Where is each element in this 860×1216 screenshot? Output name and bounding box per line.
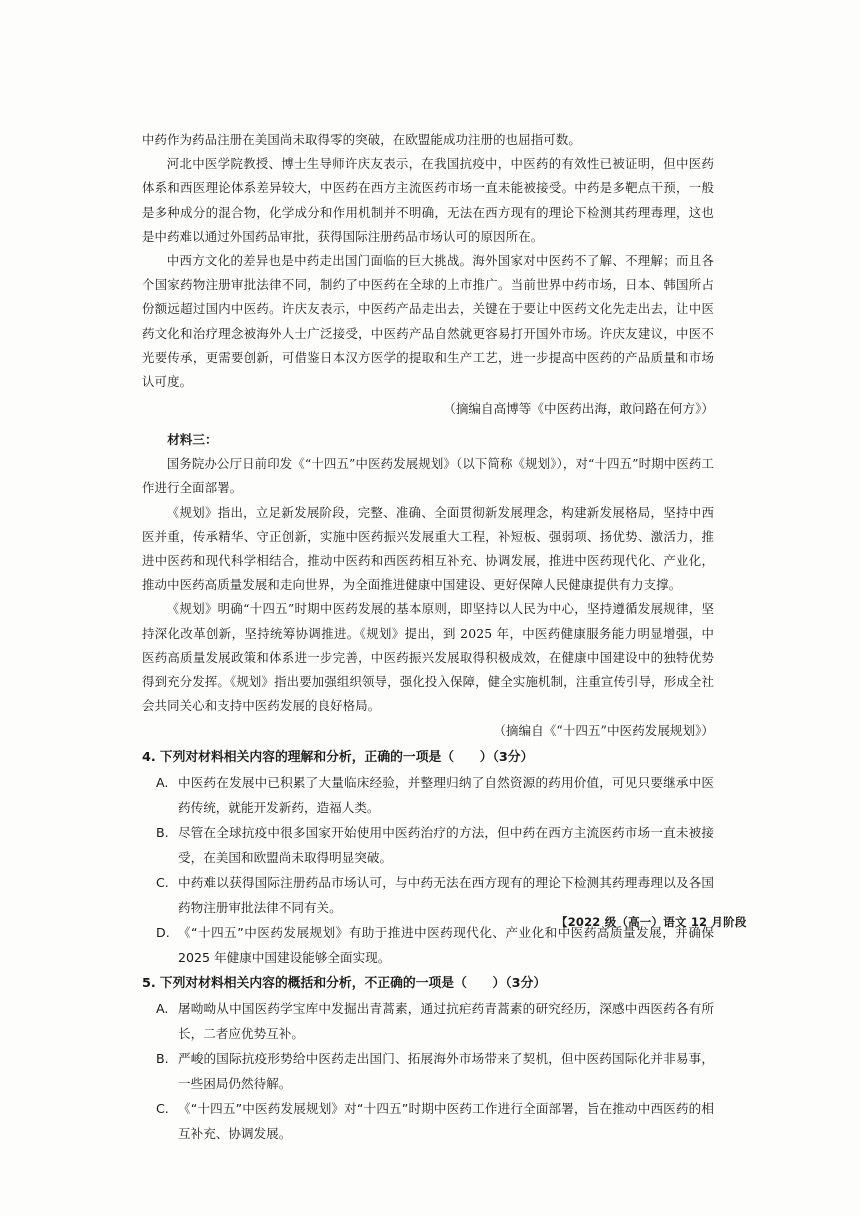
option-text: 《“十四五”中医药发展规划》有助于推进中医药现代化、产业化和中医药高质量发展，并确保 2025 年健康中国建设能够全面实现。 bbox=[178, 925, 714, 966]
question-4-stem bbox=[142, 746, 714, 770]
question-4-text: 下列对材料相关内容的理解和分析，正确的一项是（ ）（3分） bbox=[159, 750, 534, 766]
material2-paragraph-3: 中西方文化的差异也是中药走出国门面临的巨大挑战。海外国家对中医药不了解、不理解；而且各个国家药物注册审批法律不同，制约了中医药在全球的上市推广。当前世界中药市场，日本、韩国所占份额远超过国内中医药。许庆友表示，中医药产品走出去，关键在于要让中医药文化先走出去，让中医药文化和治疗理念被海外人士广泛接受，中医药产品自然就更容易打开国外市场。许庆友建议，中医不光要传承，更需要创新，可借鉴日本汉方医学的提取和生产工艺，进一步提高中医药的产品质量和市场认可度。 bbox=[142, 253, 714, 390]
option-text: 屠呦呦从中国医药学宝库中发掘出青蒿素，通过抗疟药青蒿素的研究经历，深感中西医药各有所长，二者应优势互补。 bbox=[178, 1001, 714, 1042]
question-5-text: 下列对材料相关内容的概括和分析，不正确的一项是（ ）（3分） bbox=[159, 976, 547, 992]
option-text: 中药难以获得国际注册药品市场认可，与中药无法在西方现有的理论下检测其药理毒理以及各国药物注册审批法律不同有关。 bbox=[178, 875, 714, 916]
option-letter: A. bbox=[156, 775, 169, 791]
option-letter: D. bbox=[156, 925, 170, 941]
option-letter: A. bbox=[156, 1001, 169, 1017]
material3-label: 材料三： bbox=[167, 432, 218, 448]
option-text: 《“十四五”中医药发展规划》对“十四五”时期中医药工作进行全面部署，旨在推动中西医药的相互补充、协调发展。 bbox=[178, 1101, 714, 1142]
material3-paragraph-1: 国务院办公厅日前印发《“十四五”中医药发展规划》（以下简称《规划》），对“十四五”时期中医药工作进行全面部署。 bbox=[142, 456, 714, 496]
question-4-option-c bbox=[142, 870, 714, 920]
material2-paragraph-1: 中药作为药品注册在美国尚未取得零的突破，在欧盟能成功注册的也屈指可数。 bbox=[142, 132, 581, 147]
material2-paragraph-2: 河北中医学院教授、博士生导师许庆友表示，在我国抗疫中，中医药的有效性已被证明，但中医药体系和西医理论体系差异较大，中医药在西方主流医药市场一直未能被接受。中药是多靶点干预，一般是多种成分的混合物，化学成分和作用机制并不明确，无法在西方现有的理论下检测其药理毒理，这也是中药难以通过外国药品审批，获得国际注册药品市场认可的原因所在。 bbox=[142, 156, 714, 244]
material3-source: （摘编自《“十四五”中医药发展规划》） bbox=[493, 723, 714, 739]
question-4-option-a bbox=[142, 770, 714, 820]
option-letter: B. bbox=[156, 825, 169, 841]
material2-source: （摘编自高博等《中医药出海，敢问路在何方》） bbox=[443, 401, 714, 417]
question-5-stem bbox=[142, 972, 714, 996]
question-5-option-c bbox=[142, 1096, 714, 1146]
material3-paragraph-3: 《规划》明确“十四五”时期中医药发展的基本原则，即坚持以人民为中心，坚持遵循发展规律，坚持深化改革创新，坚持统筹协调推进。《规划》提出，到 2025 年，中医药健康服务能力明显增强，中医药高质量发展政策和体系进一步完善，中医药振兴发展取得积极成效，在健康中国建设中的独特优势得到充分发挥。《规划》指出要加强组织领导，强化投入保障，健全实施机制，注重宣传引导，形成全社会共同关心和支持中医药发展的良好格局。 bbox=[142, 601, 714, 714]
question-5-option-a bbox=[142, 996, 714, 1046]
option-letter: C. bbox=[156, 1101, 169, 1117]
question-5-number: 5. bbox=[142, 976, 156, 992]
option-letter: C. bbox=[156, 875, 169, 891]
option-letter: B. bbox=[156, 1051, 169, 1067]
document-body bbox=[142, 128, 714, 1146]
page-footer: 【2022 级（高一）语文 12 月阶段 bbox=[556, 915, 747, 929]
question-5-option-b bbox=[142, 1046, 714, 1096]
option-text: 中医药在发展中已积累了大量临床经验，并整理归纳了自然资源的药用价值，可见只要继承中医药传统，就能开发新药，造福人类。 bbox=[178, 775, 714, 816]
question-4-number: 4. bbox=[142, 750, 156, 766]
option-text: 尽管在全球抗疫中很多国家开始使用中医药治疗的方法，但中药在西方主流医药市场一直未被接受，在美国和欧盟尚未取得明显突破。 bbox=[178, 825, 714, 866]
question-4-option-b bbox=[142, 820, 714, 870]
option-text: 严峻的国际抗疫形势给中医药走出国门、拓展海外市场带来了契机，但中医药国际化并非易事，一些困局仍然待解。 bbox=[178, 1051, 714, 1092]
material3-paragraph-2: 《规划》指出，立足新发展阶段，完整、准确、全面贯彻新发展理念，构建新发展格局，坚持中西医并重，传承精华、守正创新，实施中医药振兴发展重大工程，补短板、强弱项、扬优势、激活力，推进中医药和现代科学相结合，推动中医药和西医药相互补充、协调发展，推进中医药现代化、产业化，推动中医药高质量发展和走向世界，为全面推进健康中国建设、更好保障人民健康提供有力支撑。 bbox=[142, 504, 714, 593]
